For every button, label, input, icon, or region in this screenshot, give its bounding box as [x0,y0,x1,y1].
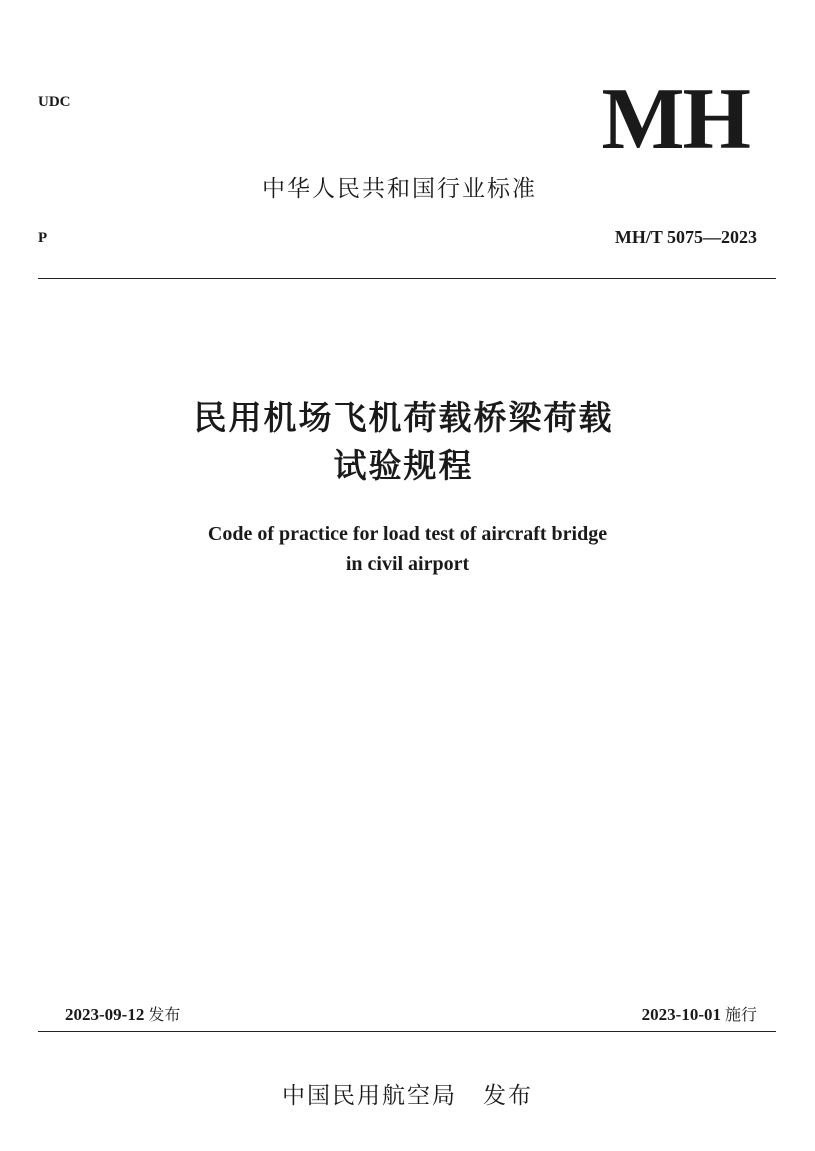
chinese-title-line-2: 试验规程 [333,446,474,485]
chinese-title-line-1: 民用机场飞机荷载桥梁荷载 [193,398,614,437]
standard-number: MH/T 5075—2023 [614,227,757,247]
publisher-name: 中国民用航空局 [282,1083,457,1109]
issue-date-block [65,1002,180,1025]
english-title [0,519,815,579]
udc-label: UDC [38,94,71,110]
publisher-action: 发布 [483,1083,533,1109]
chinese-title [0,394,815,490]
mh-logo: MH [601,71,749,168]
english-title-line-1: Code of practice for load test of aircraft bridge [207,523,608,545]
top-divider [38,278,776,279]
implementation-date: 2023-10-01 [641,1005,721,1024]
standard-type-text: 中华人民共和国行业标准 [262,176,537,202]
issue-date: 2023-09-12 [65,1005,145,1024]
english-title-line-2: in civil airport [345,553,470,575]
implementation-suffix: 施行 [724,1005,757,1024]
issue-suffix: 发布 [148,1005,181,1024]
ccs-label: P [38,230,48,246]
standard-type [0,170,815,203]
publisher [0,1077,815,1110]
bottom-divider [38,1031,776,1032]
implementation-date-block [642,1002,757,1025]
